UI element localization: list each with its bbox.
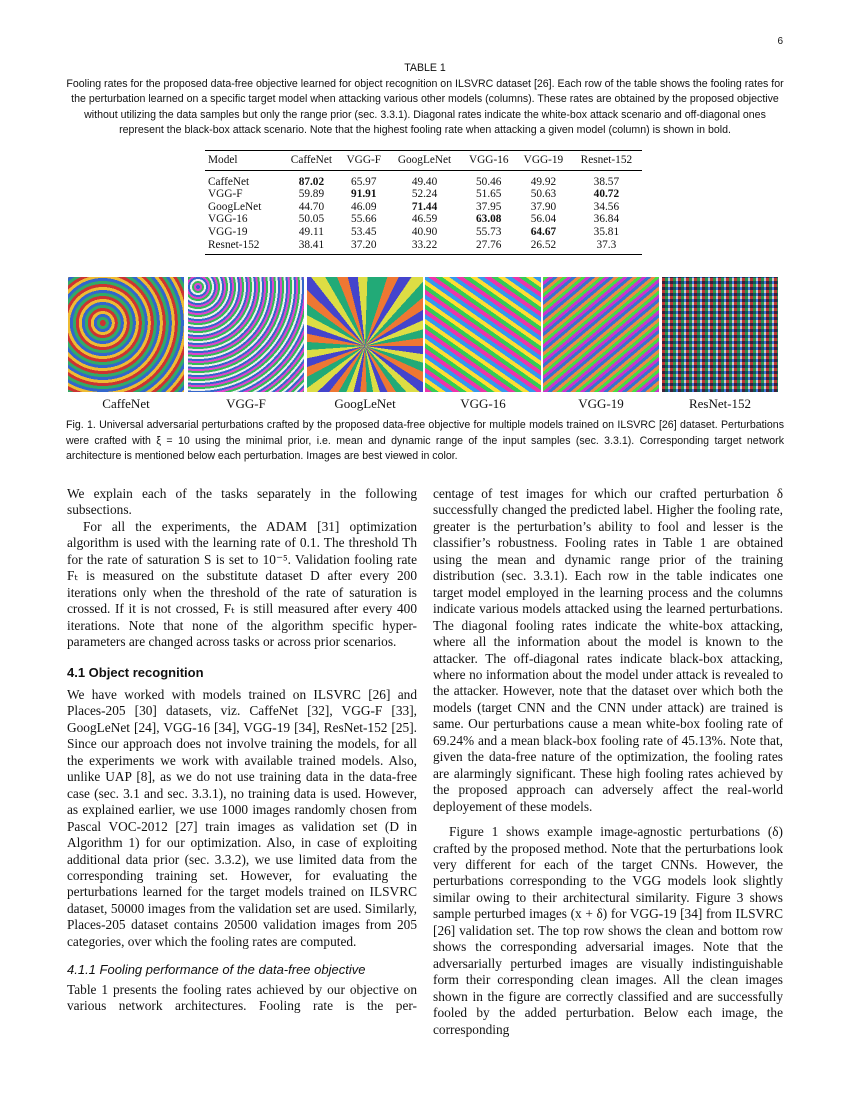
table-caption — [66, 61, 784, 139]
paragraph: We explain each of the tasks separately in the following subsections. — [67, 486, 417, 518]
table-cell: 37.20 — [340, 239, 388, 255]
perturbation-label: CaffeNet — [102, 396, 150, 411]
table-cell: 56.04 — [530, 213, 557, 226]
table-cell: 65.97 — [351, 175, 377, 188]
table-cell: 49.92 — [530, 175, 557, 188]
table-cell: 91.91 — [351, 188, 377, 201]
table-row — [205, 226, 642, 239]
column-header: GoogLeNet — [388, 151, 462, 171]
perturbation-image — [307, 277, 423, 392]
row-label: VGG-F — [208, 188, 243, 201]
table-cell: 40.90 — [411, 225, 438, 238]
table-cell: 63.08 — [476, 213, 502, 226]
perturbation-label: VGG-F — [226, 396, 266, 411]
table-caption-text: Fooling rates for the proposed data-free objective learned for object recognition on ILSVRC dataset [26]. Each row of the table shows the fooling rates for the perturbation learned on a specific target model when attacking various other models (columns). These rates are obtained by the proposed objective without utilizing the data samples but only the range prior (sec. 3.3.1). Diagonal rates indicate the white-box attack scenario and off-diagonal ones represent the black-box attack scenario. Note that the highest fooling rate when attacking a given model (column) is shown in bold. — [66, 77, 784, 137]
perturbation-label: VGG-16 — [460, 396, 506, 411]
table-cell: 38.41 — [283, 239, 340, 255]
table-body — [205, 170, 642, 255]
perturbation-label: ResNet-152 — [688, 396, 752, 411]
perturbation-label: VGG-19 — [578, 396, 624, 411]
perturbation-image — [425, 277, 541, 392]
right-column — [433, 486, 783, 1038]
table-cell: 40.72 — [593, 188, 620, 201]
table-cell: 64.67 — [530, 225, 557, 238]
table-row — [205, 188, 642, 201]
section-heading: 4.1 Object recognition — [67, 664, 204, 680]
table-cell: 37.95 — [476, 200, 502, 213]
left-column — [67, 486, 417, 1015]
table-cell: 49.40 — [411, 175, 438, 188]
table-cell: 50.46 — [476, 175, 502, 188]
perturbation-label: GoogLeNet — [334, 396, 396, 411]
table-cell: 50.05 — [298, 213, 325, 226]
table-cell: 44.70 — [298, 200, 325, 213]
table-cell: 53.45 — [351, 225, 377, 238]
column-header: VGG-19 — [516, 151, 571, 171]
table-cell: 55.73 — [476, 225, 502, 238]
table-row — [205, 213, 642, 226]
row-label: VGG-16 — [208, 213, 248, 226]
table-cell: 87.02 — [298, 175, 325, 188]
fooling-rate-table — [205, 150, 642, 255]
table-cell: 26.52 — [516, 239, 571, 255]
table-cell: 51.65 — [476, 188, 502, 201]
table-cell: 55.66 — [351, 213, 377, 226]
column-header: VGG-F — [340, 151, 388, 171]
table-header-row — [205, 151, 642, 171]
row-label: CaffeNet — [208, 175, 250, 188]
paragraph: Figure 1 shows example image-agnostic perturbations (δ) crafted by the proposed method. Note that the perturbations look very different for each of the target CNNs. However, the perturbations corresponding to the VGG models look slightly similar owing to their architectural similarity. Figure 3 shows sample perturbed images (x + δ) for VGG-19 [34] from ILSVRC [26] validation set. The top row shows the clean and bottom row shows the corresponding adversarial images. Note that the adversarially perturbed images are visually indistinguishable form their corresponding clean images. All the clean images shown in the figure are correctly classified and are successfully fooled by the added perturbation. Below each image, the corresponding — [433, 824, 783, 1037]
table-cell: 33.22 — [388, 239, 462, 255]
table-cell: 59.89 — [298, 188, 325, 201]
row-label: GoogLeNet — [208, 200, 262, 213]
perturbation-image — [68, 277, 184, 392]
column-header: CaffeNet — [283, 151, 340, 171]
table-cell: 46.09 — [351, 200, 377, 213]
table-cell: 35.81 — [593, 225, 620, 238]
perturbation-image — [662, 277, 778, 392]
perturbation-image — [188, 277, 304, 392]
column-header: VGG-16 — [461, 151, 516, 171]
table-row — [205, 170, 642, 188]
table-cell: 36.84 — [593, 213, 620, 226]
paragraph: For all the experiments, the ADAM [31] optimization algorithm is used with the learning rate of 0.1. The threshold Th for the rate of saturation S is set to 10⁻⁵. Validation fooling rate Fₜ is measured on the substitute dataset D after every 200 iterations only when the threshold of the rate of saturation is crossed. If it is not crossed, Fₜ is still measured after every 400 iterations. Note that none of the algorithm specific hyper-parameters are changed across tasks or across prior scenarios. — [67, 518, 417, 650]
row-label: VGG-19 — [208, 225, 248, 238]
perturbation-image — [543, 277, 659, 392]
page-number: 6 — [777, 36, 783, 47]
paragraph: We have worked with models trained on ILSVRC [26] and Places-205 [30] datasets, viz. CaffeNet [32], VGG-F [33], GoogLeNet [24], VGG-16 [34], VGG-19 [34], ResNet-152 [25]. Since our approach does not involve training the models, for all the experiments we work with available trained models. Also, unlike UAP [8], as we do not use training data in the data-free case (sec. 3.1 and sec. 3.3.1), no training data is used. However, as explained earlier, we use 1000 images randomly chosen from Pascal VOC-2012 [27] train images as validation set (D in Algorithm 1) for our optimization. Also, in case of exploiting additional data prior (sec. 3.3.2), we use limited data from the corresponding training set. However, for evaluating the perturbations learned for the target models trained on ILSVRC dataset, 50000 images from the validation set are used. Similarly, Places-205 dataset contains 20500 validation images from 205 categories, over which the fooling rates are computed. — [67, 686, 417, 949]
paragraph: centage of test images for which our crafted perturbation δ successfully changed the predicted label. Higher the fooling rate, greater is the perturbation’s ability to fool and lesser is the classifier’s robustness. Fooling rates in Table 1 are obtained using the mean and dynamic range prior of the training distribution (sec. 3.3.1). Each row in the table indicates one target model employed in the learning process and the columns indicate various models attacked using the learned perturbations. The diagonal fooling rates indicate the white-box attacking, where all the information about the model is known to the attacker. The off-diagonal rates indicate black-box attacking, where no information about the model under attack is revealed to the attacker. However, note that the dataset over which both the models (target CNN and the CNN under attack) are trained is same. Our perturbations cause a mean white-box fooling rate of 69.24% and a mean black-box fooling rate of 45.13%. Note that, given the data-free nature of the optimization, the fooling rates are alarmingly significant. These high fooling rates achieved by the proposed approach can adversely affect the real-world deployement of these models. — [433, 486, 783, 814]
table-cell: 37.3 — [571, 239, 642, 255]
table-row — [205, 201, 642, 214]
table-cell: 52.24 — [411, 188, 438, 201]
column-header: Model — [205, 151, 283, 171]
table-cell: 27.76 — [461, 239, 516, 255]
row-label: Resnet-152 — [205, 239, 283, 255]
table-cell: 71.44 — [411, 200, 438, 213]
table-cell: 37.90 — [530, 200, 557, 213]
table-cell: 49.11 — [298, 225, 324, 238]
table-cell: 50.63 — [530, 188, 557, 201]
table-cell: 46.59 — [411, 213, 438, 226]
table-row — [205, 239, 642, 255]
subsection-heading: 4.1.1 Fooling performance of the data-free objective — [67, 962, 366, 978]
paragraph: Table 1 presents the fooling rates achieved by our objective on various network architectures. Fooling rate is the per- — [67, 981, 417, 1014]
table-cell: 38.57 — [593, 175, 620, 188]
figure-caption: Fig. 1. Universal adversarial perturbations crafted by the proposed data-free objective for multiple models trained on ILSVRC [26] dataset. Perturbations were crafted with ξ = 10 using the minimal prior, i.e. mean and dynamic range of the input samples (sec. 3.3.1). Corresponding target network architecture is mentioned below each perturbation. Images are best viewed in color. — [66, 419, 784, 463]
table-cell: 34.56 — [593, 200, 620, 213]
column-header: Resnet-152 — [571, 151, 642, 171]
table-label: TABLE 1 — [404, 62, 446, 74]
